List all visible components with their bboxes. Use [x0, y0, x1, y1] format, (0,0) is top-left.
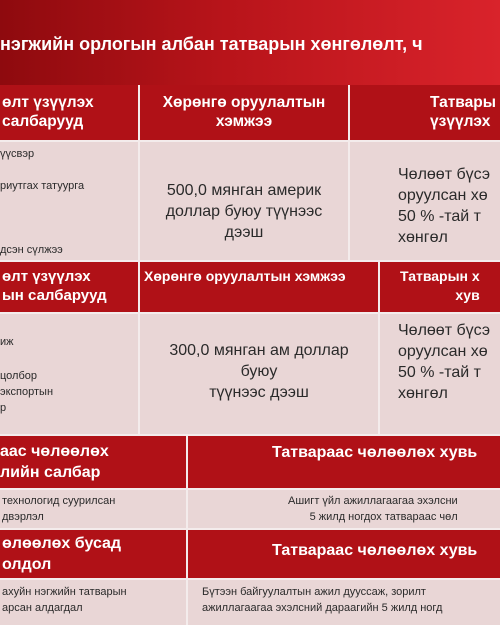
table4-header-other [0, 530, 186, 578]
table1-tax-value: Чөлөөт бүсэ оруулсан хө 50 % -тай т хөнгөл [398, 166, 490, 246]
table3-header-sector [0, 436, 186, 488]
table1-header-tax-label: Татвары үзүүлэх [430, 94, 496, 130]
table3-sector-value: технологид суурилсан двэрлэл [2, 495, 116, 523]
table2-tax-value: Чөлөөт бүсэ оруулсан хө 50 % -тай т хөнгөл [398, 322, 490, 402]
table1-header-sectors-label: өлт үзүүлэх салбарууд [2, 94, 94, 130]
table1-investment-cell [140, 142, 348, 260]
table2-sector-item: иж [0, 336, 14, 348]
table1-sector-item: риутгах татуурга [0, 180, 85, 192]
table2-header-tax [380, 262, 500, 312]
table2-investment-cell [140, 314, 378, 434]
table1-sector-item: үүсвэр [0, 148, 35, 160]
table2-sector-item: экспортын [0, 386, 54, 398]
table1-sector-item: дсэн сүлжээ [0, 244, 63, 256]
table3-sector-cell [0, 490, 186, 528]
table4-tax-value: Бүтээн байгуулалтын ажил дууссаж, зорилт ажиллагаагаа эхэлсний дараагийн 5 жилд ногд [202, 586, 443, 614]
table3-tax-cell [188, 490, 500, 528]
table2-investment-value: 300,0 мянган ам доллар буюу түүнээс дээш [169, 342, 349, 401]
table4-header-other-label: өлөөлөх бусад олдол [2, 535, 122, 573]
table1-sectors-cell [0, 142, 138, 260]
table4-header-tax-label: Татвараас чөлөөлөх хувь [272, 542, 478, 559]
table3-header-tax [188, 436, 500, 488]
table2-sectors-cell [0, 314, 138, 434]
page-title: нэгжийн орлогын албан татварын хөнгөлөлт, ч [0, 34, 423, 54]
table2-sector-item: р [0, 402, 7, 414]
table1-header-sectors [0, 85, 138, 140]
table4-tax-cell [188, 580, 500, 625]
table2-header-sectors [0, 262, 138, 312]
table3-header-tax-label: Татвараас чөлөөлөх хувь [272, 444, 478, 461]
table1-header-investment [140, 85, 348, 140]
table3-tax-value: Ашигт үйл ажиллагаагаа эхэлсни 5 жилд ногдох татвараас чөл [288, 495, 458, 523]
table1-header-tax [350, 85, 500, 140]
title-bar [0, 0, 500, 85]
table2-header-investment-label: Хөрөнгө оруулалтын хэмжээ [144, 268, 346, 284]
table4-header-tax [188, 530, 500, 578]
table1-tax-cell [350, 142, 500, 260]
table2-header-tax-label: Татварын х хув [400, 268, 480, 303]
table2-tax-cell [380, 314, 500, 434]
table2-sector-item: цолбор [0, 370, 38, 382]
table1-header-investment-label: Хөрөнгө оруулалтын хэмжээ [162, 94, 326, 130]
table4-other-cell [0, 580, 186, 625]
table1-investment-value: 500,0 мянган америк доллар буюу түүнээс дээш [165, 182, 323, 241]
table4-other-value: ахуйн нэгжийн татварын арсан алдагдал [2, 586, 127, 614]
table3-header-sector-label: аас чөлөөлөх лийн салбар [0, 443, 109, 481]
table2-header-investment [140, 262, 378, 312]
table2-header-sectors-label: өлт үзүүлэх ын салбарууд [2, 268, 107, 304]
